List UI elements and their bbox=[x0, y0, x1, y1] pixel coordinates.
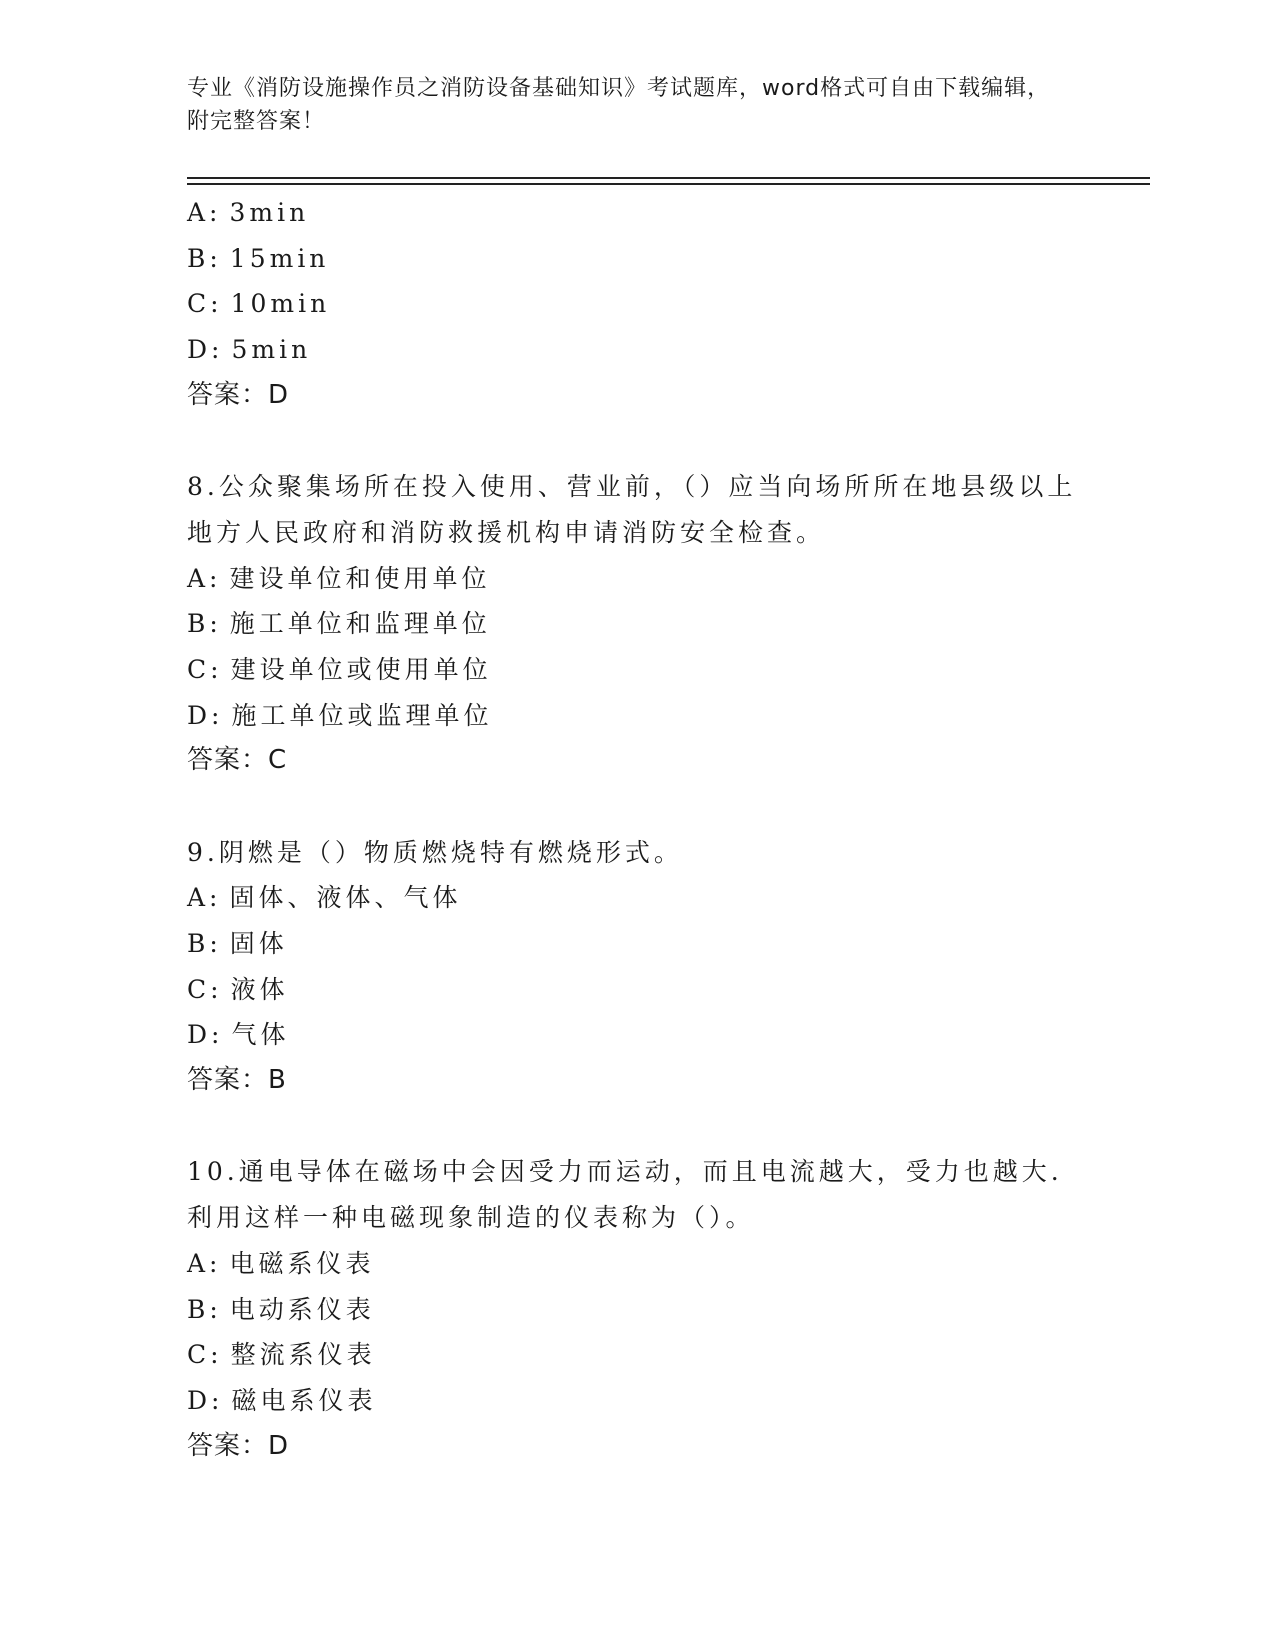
option-text: 固体 bbox=[229, 929, 288, 959]
question-text bbox=[187, 1149, 1087, 1240]
option-c bbox=[187, 281, 1087, 327]
answer-value: B bbox=[268, 1065, 287, 1096]
answer-prefix: 答案： bbox=[187, 1065, 269, 1096]
answer-line bbox=[187, 1058, 1087, 1104]
option-label: A: bbox=[187, 883, 222, 913]
option-text: 气体 bbox=[231, 1020, 290, 1050]
option-c bbox=[187, 1332, 1087, 1378]
option-text: 施工单位和监理单位 bbox=[229, 609, 491, 639]
option-b bbox=[187, 921, 1087, 967]
option-label: D: bbox=[187, 700, 224, 730]
option-a bbox=[187, 556, 1087, 602]
answer-prefix: 答案： bbox=[187, 379, 269, 410]
option-label: C: bbox=[187, 1340, 223, 1370]
answer-line bbox=[187, 738, 1087, 784]
option-label: B: bbox=[187, 243, 222, 273]
option-c bbox=[187, 967, 1087, 1013]
option-text: 整流系仪表 bbox=[230, 1340, 376, 1370]
option-d bbox=[187, 1378, 1087, 1424]
answer-value: D bbox=[268, 379, 290, 410]
option-label: C: bbox=[187, 654, 223, 684]
option-label: B: bbox=[187, 609, 222, 639]
question-10 bbox=[187, 1149, 1087, 1469]
option-text: 磁电系仪表 bbox=[231, 1385, 377, 1415]
question-list bbox=[187, 190, 1087, 1469]
option-text: 15min bbox=[229, 243, 330, 273]
option-a bbox=[187, 190, 1087, 236]
answer-value: C bbox=[268, 745, 288, 776]
question-body: 阴燃是（）物质燃烧特有燃烧形式。 bbox=[218, 837, 683, 867]
option-label: B: bbox=[187, 1294, 222, 1324]
option-text: 3min bbox=[229, 198, 310, 227]
option-label: C: bbox=[187, 974, 223, 1004]
option-b bbox=[187, 236, 1087, 282]
question-number: 10. bbox=[187, 1157, 239, 1187]
option-a bbox=[187, 1241, 1087, 1287]
question-body: 公众聚集场所在投入使用、营业前，（）应当向场所所在地县级以上地方人民政府和消防救援机构申请消防安全检查。 bbox=[187, 472, 1077, 547]
question-text bbox=[187, 830, 1087, 876]
option-text: 电磁系仪表 bbox=[229, 1248, 375, 1278]
option-text: 10min bbox=[230, 289, 331, 319]
question-8 bbox=[187, 464, 1087, 784]
answer-line bbox=[187, 373, 1087, 419]
option-d bbox=[187, 693, 1087, 739]
question-9 bbox=[187, 830, 1087, 1104]
option-label: D: bbox=[187, 1020, 224, 1050]
option-text: 固体、液体、气体 bbox=[229, 883, 462, 913]
question-7-partial bbox=[187, 190, 1087, 418]
question-body: 通电导体在磁场中会因受力而运动，而且电流越大，受力也越大.利用这样一种电磁现象制造的仪表称为（）。 bbox=[187, 1157, 1063, 1233]
option-label: A: bbox=[187, 198, 222, 227]
option-label: A: bbox=[187, 1248, 222, 1278]
option-label: D: bbox=[187, 1385, 224, 1415]
answer-prefix: 答案： bbox=[187, 745, 269, 776]
question-number: 8. bbox=[187, 472, 219, 502]
question-text bbox=[187, 464, 1087, 555]
option-label: D: bbox=[187, 335, 224, 365]
option-text: 建设单位或使用单位 bbox=[230, 654, 492, 684]
option-b bbox=[187, 601, 1087, 647]
option-d bbox=[187, 327, 1087, 373]
answer-value: D bbox=[268, 1430, 290, 1461]
option-text: 施工单位或监理单位 bbox=[231, 700, 493, 730]
option-a bbox=[187, 875, 1087, 921]
option-c bbox=[187, 647, 1087, 693]
option-text: 电动系仪表 bbox=[229, 1294, 375, 1324]
option-label: A: bbox=[187, 563, 222, 593]
option-label: C: bbox=[187, 289, 223, 319]
option-d bbox=[187, 1012, 1087, 1058]
option-text: 建设单位和使用单位 bbox=[229, 563, 491, 593]
document-header: 专业《消防设施操作员之消防设备基础知识》考试题库，word格式可自由下载编辑，附完整答案！ bbox=[187, 76, 1051, 134]
option-text: 液体 bbox=[230, 974, 289, 1004]
header-divider-bottom bbox=[187, 183, 1150, 185]
option-label: B: bbox=[187, 929, 222, 959]
option-b bbox=[187, 1287, 1087, 1333]
option-text: 5min bbox=[231, 335, 312, 365]
answer-prefix: 答案： bbox=[187, 1430, 269, 1461]
header-divider-top bbox=[187, 177, 1150, 179]
answer-line bbox=[187, 1424, 1087, 1470]
question-number: 9. bbox=[187, 837, 219, 867]
